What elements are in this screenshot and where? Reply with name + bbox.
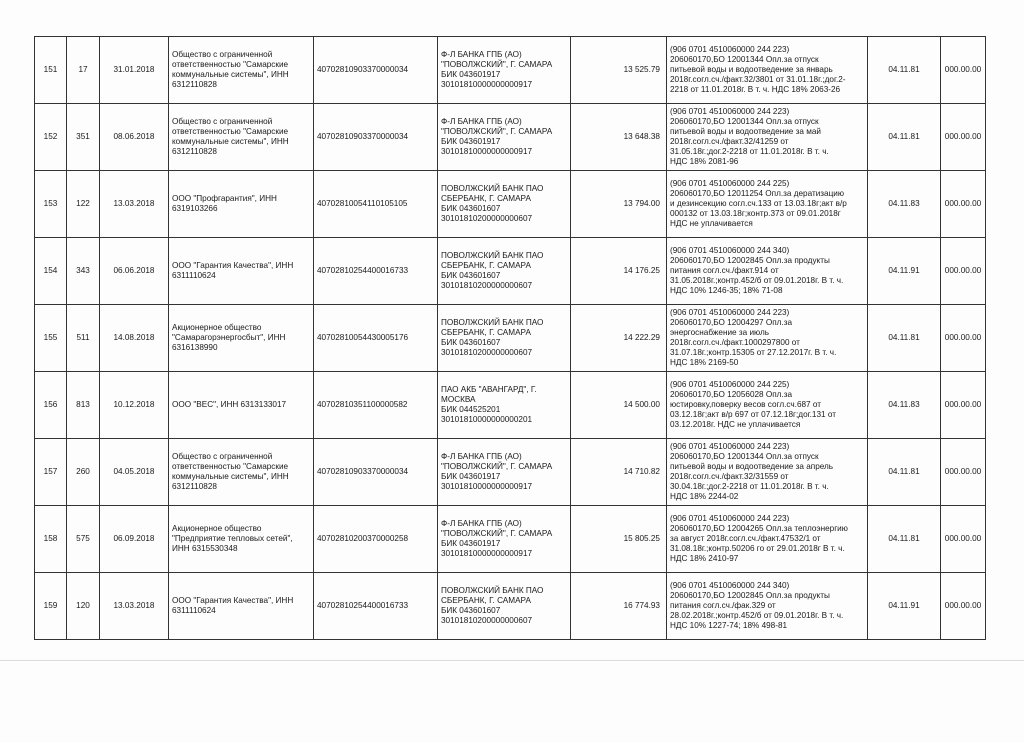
document-number-cell: 17 — [67, 37, 100, 104]
payee-cell: Акционерное общество "Самарагорэнергосбыт", ИНН 6316138990 — [169, 305, 314, 372]
table-row — [35, 506, 986, 573]
row-number-cell: 158 — [35, 506, 67, 573]
row-number-cell: 154 — [35, 238, 67, 305]
bank-cell: ПОВОЛЖСКИЙ БАНК ПАО СБЕРБАНК, Г. САМАРА БИК 043601607 30101810200000000607 — [438, 171, 571, 238]
payment-purpose-cell: (906 0701 4510060000 244 223) 206060170,БО 12001344 Опл.за отпуск питьевой воды и водоотведение за май 2018г.согл.сч./факт.32/41259 от 31.05.18г.;дог.2-2218 от 11.01.2018г. В т. ч. НДС 18% 2081-96 — [667, 104, 868, 171]
row-number-cell: 155 — [35, 305, 67, 372]
table-row — [35, 439, 986, 506]
budget-code-cell: 04.11.81 — [868, 439, 941, 506]
budget-code-cell: 04.11.91 — [868, 238, 941, 305]
date-cell: 13.03.2018 — [100, 171, 169, 238]
amount-cell: 14 710.82 — [571, 439, 667, 506]
account-cell: 40702810200370000258 — [314, 506, 438, 573]
bank-cell: ПОВОЛЖСКИЙ БАНК ПАО СБЕРБАНК, Г. САМАРА БИК 043601607 30101810200000000607 — [438, 573, 571, 640]
bank-cell: Ф-Л БАНКА ГПБ (АО) "ПОВОЛЖСКИЙ", Г. САМАРА БИК 043601917 30101810000000000917 — [438, 439, 571, 506]
date-cell: 31.01.2018 — [100, 37, 169, 104]
table-row — [35, 573, 986, 640]
document-number-cell: 351 — [67, 104, 100, 171]
row-number-cell: 151 — [35, 37, 67, 104]
payee-cell: Общество с ограниченной ответственностью "Самарские коммунальные системы", ИНН 6312110828 — [169, 37, 314, 104]
date-cell: 06.06.2018 — [100, 238, 169, 305]
zero-sum-cell: 000.00.00 — [941, 104, 986, 171]
zero-sum-cell: 000.00.00 — [941, 238, 986, 305]
amount-cell: 13 648.38 — [571, 104, 667, 171]
budget-code-cell: 04.11.81 — [868, 37, 941, 104]
payment-purpose-cell: (906 0701 4510060000 244 340) 206060170,БО 12002845 Опл.за продукты питания согл.сч./факт.914 от 31.05.2018г.;контр.452/б от 09.01.2018г. В т. ч. НДС 10% 1246-35; 18% 71-08 — [667, 238, 868, 305]
document-number-cell: 575 — [67, 506, 100, 573]
zero-sum-cell: 000.00.00 — [941, 305, 986, 372]
account-cell: 40702810054430005176 — [314, 305, 438, 372]
bank-cell: ПАО АКБ "АВАНГАРД", Г. МОСКВА БИК 044525201 30101810000000000201 — [438, 372, 571, 439]
scan-edge-divider — [0, 660, 1024, 661]
payee-cell: ООО "Гарантия Качества", ИНН 6311110624 — [169, 238, 314, 305]
amount-cell: 15 805.25 — [571, 506, 667, 573]
payee-cell: Акционерное общество "Предприятие тепловых сетей", ИНН 6315530348 — [169, 506, 314, 573]
document-number-cell: 120 — [67, 573, 100, 640]
account-cell: 40702810903370000034 — [314, 104, 438, 171]
row-number-cell: 156 — [35, 372, 67, 439]
amount-cell: 14 176.25 — [571, 238, 667, 305]
amount-cell: 13 794.00 — [571, 171, 667, 238]
date-cell: 06.09.2018 — [100, 506, 169, 573]
table-row — [35, 171, 986, 238]
budget-code-cell: 04.11.83 — [868, 372, 941, 439]
amount-cell: 16 774.93 — [571, 573, 667, 640]
account-cell: 40702810254400016733 — [314, 573, 438, 640]
zero-sum-cell: 000.00.00 — [941, 37, 986, 104]
account-cell: 40702810903370000034 — [314, 37, 438, 104]
payee-cell: ООО "ВЕС", ИНН 6313133017 — [169, 372, 314, 439]
row-number-cell: 152 — [35, 104, 67, 171]
account-cell: 40702810903370000034 — [314, 439, 438, 506]
date-cell: 14.08.2018 — [100, 305, 169, 372]
payment-purpose-cell: (906 0701 4510060000 244 223) 206060170,БО 12004297 Опл.за энергоснабжение за июль 2018г.согл.сч./факт.1000297800 от 31.07.18г.;контр.15305 от 27.12.2017г. В т. ч. НДС 18% 2169-50 — [667, 305, 868, 372]
table-row — [35, 372, 986, 439]
document-number-cell: 122 — [67, 171, 100, 238]
budget-code-cell: 04.11.81 — [868, 506, 941, 573]
payment-purpose-cell: (906 0701 4510060000 244 225) 206060170,БО 12056028 Опл.за юстировку,поверку весов согл.сч.687 от 03.12.18г;акт в/р 697 от 07.12.18г;дог.131 от 03.12.2018г. НДС не уплачивается — [667, 372, 868, 439]
date-cell: 08.06.2018 — [100, 104, 169, 171]
payee-cell: ООО "Профгарантия", ИНН 6319103266 — [169, 171, 314, 238]
row-number-cell: 159 — [35, 573, 67, 640]
budget-code-cell: 04.11.81 — [868, 104, 941, 171]
budget-code-cell: 04.11.91 — [868, 573, 941, 640]
bank-cell: ПОВОЛЖСКИЙ БАНК ПАО СБЕРБАНК, Г. САМАРА БИК 043601607 30101810200000000607 — [438, 238, 571, 305]
table-body — [35, 37, 986, 640]
table-row — [35, 305, 986, 372]
document-number-cell: 813 — [67, 372, 100, 439]
date-cell: 13.03.2018 — [100, 573, 169, 640]
document-number-cell: 260 — [67, 439, 100, 506]
payment-purpose-cell: (906 0701 4510060000 244 340) 206060170,БО 12002845 Опл.за продукты питания согл.сч./фак.329 от 28.02.2018г.;контр.452/б от 09.01.2018г. В т. ч. НДС 10% 1227-74; 18% 498-81 — [667, 573, 868, 640]
account-cell: 40702810254400016733 — [314, 238, 438, 305]
document-number-cell: 343 — [67, 238, 100, 305]
date-cell: 04.05.2018 — [100, 439, 169, 506]
budget-code-cell: 04.11.81 — [868, 305, 941, 372]
zero-sum-cell: 000.00.00 — [941, 573, 986, 640]
amount-cell: 13 525.79 — [571, 37, 667, 104]
payment-purpose-cell: (906 0701 4510060000 244 223) 206060170,БО 12001344 Опл.за отпуск питьевой воды и водоотведение за январь 2018г.согл.сч./факт.32/3801 от 31.01.18г.;дог.2- 2218 от 11.01.2018г. В т. ч. НДС 18% 2063-26 — [667, 37, 868, 104]
budget-code-cell: 04.11.83 — [868, 171, 941, 238]
payment-purpose-cell: (906 0701 4510060000 244 225) 206060170,БО 12011254 Опл.за дератизацию и дезинсекцию согл.сч.133 от 13.03.18г;акт в/р 000132 от 13.03.18г;контр.373 от 09.01.2018г НДС не уплачивается — [667, 171, 868, 238]
date-cell: 10.12.2018 — [100, 372, 169, 439]
amount-cell: 14 500.00 — [571, 372, 667, 439]
row-number-cell: 153 — [35, 171, 67, 238]
row-number-cell: 157 — [35, 439, 67, 506]
zero-sum-cell: 000.00.00 — [941, 171, 986, 238]
bank-cell: Ф-Л БАНКА ГПБ (АО) "ПОВОЛЖСКИЙ", Г. САМАРА БИК 043601917 30101810000000000917 — [438, 104, 571, 171]
payee-cell: Общество с ограниченной ответственностью "Самарские коммунальные системы", ИНН 6312110828 — [169, 439, 314, 506]
payment-purpose-cell: (906 0701 4510060000 244 223) 206060170,БО 12001344 Опл.за отпуск питьевой воды и водоотведение за апрель 2018г.согл.сч./факт.32/31559 от 30.04.18г.;дог.2-2218 от 11.01.2018г. В т. ч. НДС 18% 2244-02 — [667, 439, 868, 506]
payee-cell: ООО "Гарантия Качества", ИНН 6311110624 — [169, 573, 314, 640]
document-number-cell: 511 — [67, 305, 100, 372]
payments-table — [34, 36, 986, 640]
zero-sum-cell: 000.00.00 — [941, 372, 986, 439]
zero-sum-cell: 000.00.00 — [941, 506, 986, 573]
payee-cell: Общество с ограниченной ответственностью "Самарские коммунальные системы", ИНН 6312110828 — [169, 104, 314, 171]
account-cell: 40702810054110105105 — [314, 171, 438, 238]
table-row — [35, 37, 986, 104]
bank-cell: Ф-Л БАНКА ГПБ (АО) "ПОВОЛЖСКИЙ", Г. САМАРА БИК 043601917 30101810000000000917 — [438, 37, 571, 104]
zero-sum-cell: 000.00.00 — [941, 439, 986, 506]
amount-cell: 14 222.29 — [571, 305, 667, 372]
bank-cell: Ф-Л БАНКА ГПБ (АО) "ПОВОЛЖСКИЙ", Г. САМАРА БИК 043601917 30101810000000000917 — [438, 506, 571, 573]
table-row — [35, 104, 986, 171]
table-row — [35, 238, 986, 305]
bank-cell: ПОВОЛЖСКИЙ БАНК ПАО СБЕРБАНК, Г. САМАРА БИК 043601607 30101810200000000607 — [438, 305, 571, 372]
payment-purpose-cell: (906 0701 4510060000 244 223) 206060170,БО 12004265 Опл.за теплоэнергию за август 2018г.согл.сч./факт.47532/1 от 31.08.18г.;контр.50206 го от 29.01.2018г В т. ч. НДС 18% 2410-97 — [667, 506, 868, 573]
account-cell: 40702810351100000582 — [314, 372, 438, 439]
